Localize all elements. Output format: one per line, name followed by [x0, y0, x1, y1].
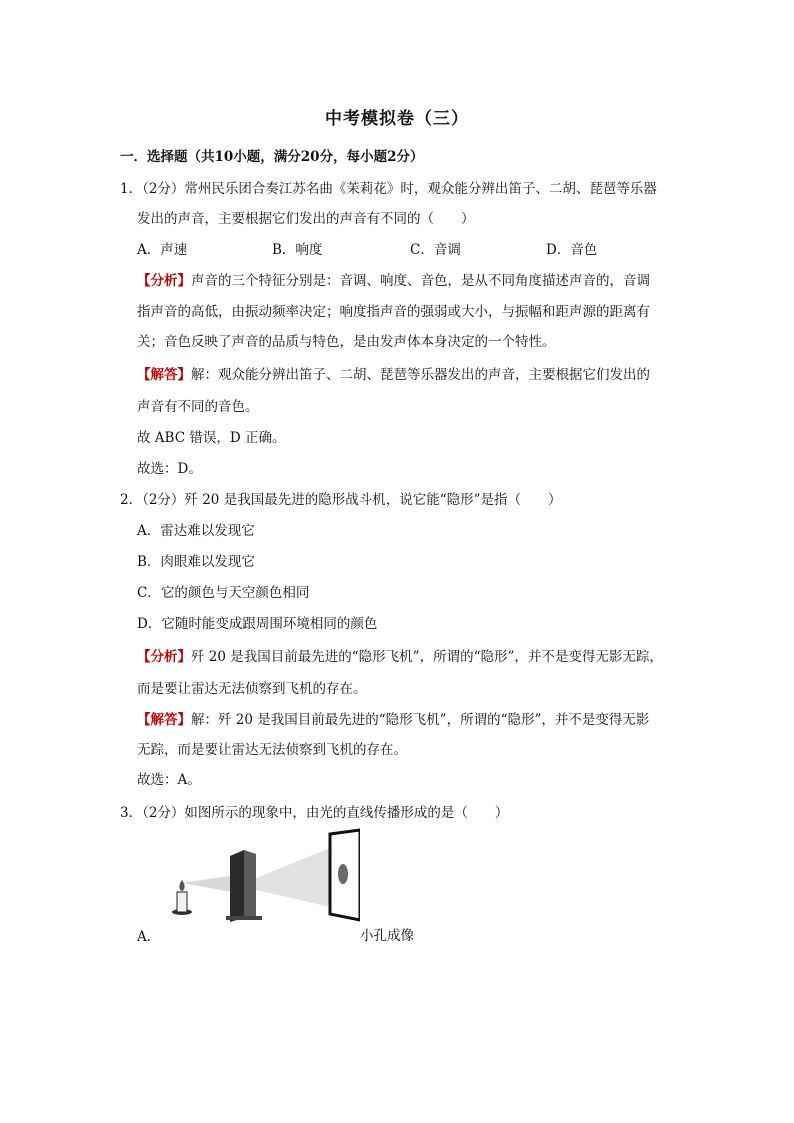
- q1-answer-line3: 故 ABC 错误，D 正确。: [137, 430, 286, 446]
- q1-answer-text1: 解：观众能分辨出笛子、二胡、琵琶等乐器发出的声音，主要根据它们发出的: [191, 367, 650, 383]
- pinhole-board-stand: [226, 916, 262, 920]
- pinhole-board-front: [244, 850, 256, 918]
- q1-answer-line1: [137, 363, 650, 383]
- q1-analysis-line1: [137, 269, 650, 289]
- q2-analysis-line2: 而是要让雷达无法侦察到飞机的存在。: [137, 681, 367, 697]
- inverted-image: [338, 864, 348, 884]
- q2-analysis-line1: [137, 645, 663, 665]
- q1-answer-line2: 声音有不同的音色。: [137, 399, 259, 415]
- candle-body: [177, 892, 187, 912]
- q2-analysis-text1: 歼 20 是我国目前最先进的“隐形飞机”，所谓的“隐形”，并不是变得无影无踪，: [191, 649, 663, 665]
- analysis-tag: 【分析】: [137, 273, 191, 289]
- q2-answer-text1: 解：歼 20 是我国目前最先进的“隐形飞机”，所谓的“隐形”，并不是变得无影: [191, 712, 650, 728]
- q3-stem-line1: 3．（2分）如图所示的现象中，由光的直线传播形成的是（ ）: [120, 805, 509, 821]
- q2-answer-line2: 无踪，而是要让雷达无法侦察到飞机的存在。: [137, 742, 407, 758]
- answer-tag: 【解答】: [137, 712, 191, 728]
- q2-option-d: D．它随时能变成跟周围环境相同的颜色: [137, 616, 378, 632]
- light-beam-right: [256, 846, 335, 908]
- analysis-tag: 【分析】: [137, 649, 191, 665]
- q1-option-b: B．响度: [272, 242, 323, 258]
- q1-option-c: C．音调: [410, 242, 461, 258]
- q1-analysis-line3: 关；音色反映了声音的品质与特色，是由发声体本身决定的一个特性。: [137, 334, 556, 350]
- pinhole-camera-figure: [160, 828, 360, 923]
- q1-stem-line2: 发出的声音，主要根据它们发出的声音有不同的（ ）: [137, 211, 475, 227]
- q2-answer-line1: [137, 708, 649, 728]
- q2-option-c: C．它的颜色与天空颜色相同: [137, 585, 310, 601]
- figure-caption: 小孔成像: [360, 928, 414, 944]
- q2-choice: 故选：A。: [137, 772, 201, 788]
- q1-option-d: D．音色: [546, 242, 598, 258]
- page-title: 中考模拟卷（三）: [325, 109, 469, 129]
- q2-option-b: B．肉眼难以发现它: [137, 554, 255, 570]
- q2-option-a: A．雷达难以发现它: [137, 523, 255, 539]
- pinhole-board-side: [230, 850, 244, 922]
- q2-stem-line1: 2．（2分）歼 20 是我国最先进的隐形战斗机，说它能“隐形”是指（ ）: [120, 492, 562, 508]
- answer-tag: 【解答】: [137, 367, 191, 383]
- q1-option-a: A．声速: [137, 242, 188, 258]
- q1-stem-line1: 1．（2分）常州民乐团合奏江苏名曲《茉莉花》时，观众能分辨出笛子、二胡、琵琶等乐器: [120, 181, 657, 197]
- q1-analysis-line2: 指声音的高低，由振动频率决定；响度指声音的强弱或大小，与振幅和距声源的距离有: [137, 304, 650, 320]
- q1-choice: 故选：D。: [137, 461, 202, 477]
- q3-option-a: A．: [137, 929, 161, 945]
- section-heading: 一．选择题（共10小题，满分20分，每小题2分）: [120, 149, 424, 165]
- candle-flame-icon: [179, 880, 184, 891]
- q1-analysis-text1: 声音的三个特征分别是：音调、响度、音色，是从不同角度描述声音的，音调: [191, 273, 650, 289]
